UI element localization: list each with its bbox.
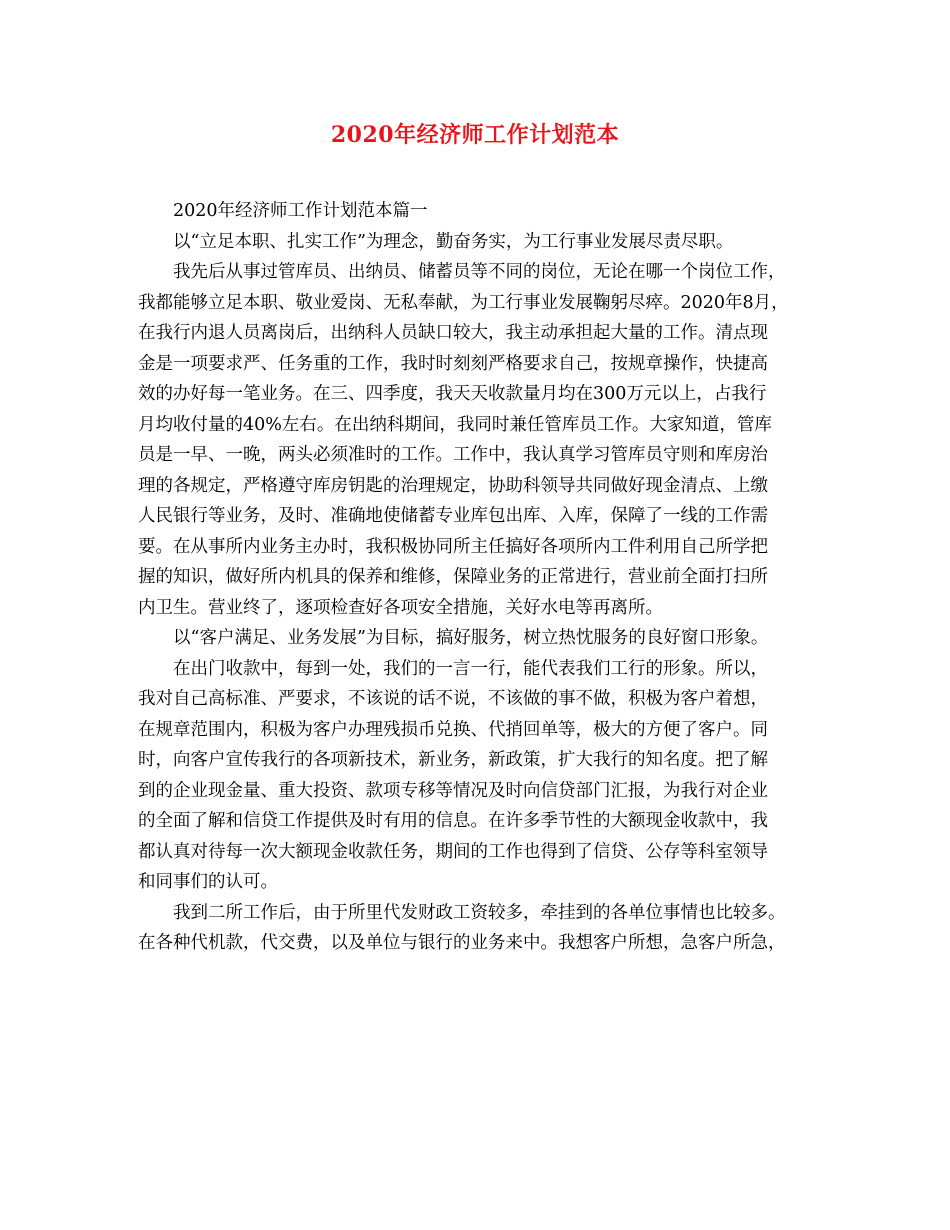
- text-line: 我先后从事过管库员、出纳员、储蓄员等不同的岗位，无论在哪一个岗位工作，: [173, 262, 786, 282]
- text-line: 我对自己高标准、严要求，不该说的话不说，不该做的事不做，积极为客户着想，: [138, 689, 768, 709]
- text-line: 以“立足本职、扎实工作”为理念，勤奋务实，为工行事业发展尽责尽职。: [173, 231, 734, 252]
- text-line: 的全面了解和信贷工作提供及时有用的信息。在许多季节性的大额现金收款中，我: [138, 811, 768, 831]
- text-line: 2020年经济师工作计划范本篇一: [173, 201, 428, 221]
- text-line: 月均收付量的40%左右。在出纳科期间，我同时兼任管库员工作。大家知道，管库: [138, 414, 772, 435]
- text-line: 握的知识，做好所内机具的保养和维修，保障业务的正常进行，营业前全面打扫所: [138, 567, 768, 587]
- document-body: [138, 196, 828, 959]
- text-line: 在我行内退人员离岗后，出纳科人员缺口较大，我主动承担起大量的工作。清点现: [138, 323, 768, 343]
- text-line: 员是一早、一晚，两头必须准时的工作。工作中，我认真学习管库员守则和库房治: [138, 445, 768, 465]
- text-line: 在各种代机款，代交费，以及单位与银行的业务来中。我想客户所想，急客户所急，: [138, 933, 786, 953]
- text-line: 要。在从事所内业务主办时，我积极协同所主任搞好各项所内工件利用自己所学把: [138, 536, 768, 557]
- text-line: 内卫生。营业终了，逐项检查好各项安全措施，关好水电等再离所。: [138, 597, 663, 618]
- document-title: 2020年经济师工作计划范本: [330, 122, 620, 148]
- text-line: 在规章范围内，积极为客户办理残损币兑换、代捎回单等，极大的方便了客户。同: [138, 719, 768, 740]
- text-line: 以“客户满足、业务发展”为目标，搞好服务，树立热忱服务的良好窗口形象。: [173, 628, 769, 648]
- text-line: 到的企业现金量、重大投资、款项专移等情况及时向信贷部门汇报，为我行对企业: [138, 780, 768, 801]
- text-line: 效的办好每一笔业务。在三、四季度，我天天收款量月均在300万元以上，占我行: [138, 384, 767, 404]
- text-line: 理的各规定，严格遵守库房钥匙的治理规定，协助科领导共同做好现金清点、上缴: [138, 475, 768, 496]
- text-line: 和同事们的认可。: [138, 872, 278, 892]
- text-line: 人民银行等业务，及时、准确地使储蓄专业库包出库、入库，保障了一线的工作需: [138, 506, 768, 526]
- text-line: 金是一项要求严、任务重的工作，我时时刻刻严格要求自己，按规章操作，快捷高: [138, 353, 768, 374]
- text-line: 都认真对待每一次大额现金收款任务，期间的工作也得到了信贷、公存等科室领导: [138, 841, 768, 862]
- text-line: 我到二所工作后，由于所里代发财政工资较多，牵挂到的各单位事情也比较多。: [173, 902, 786, 923]
- text-line: 我都能够立足本职、敬业爱岗、无私奉献，为工行事业发展鞠躬尽瘁。2020年8月，: [138, 292, 789, 313]
- text-line: 在出门收款中，每到一处，我们的一言一行，能代表我们工行的形象。所以，: [173, 658, 768, 679]
- text-line: 时，向客户宣传我行的各项新技术，新业务，新政策，扩大我行的知名度。把了解: [138, 750, 768, 770]
